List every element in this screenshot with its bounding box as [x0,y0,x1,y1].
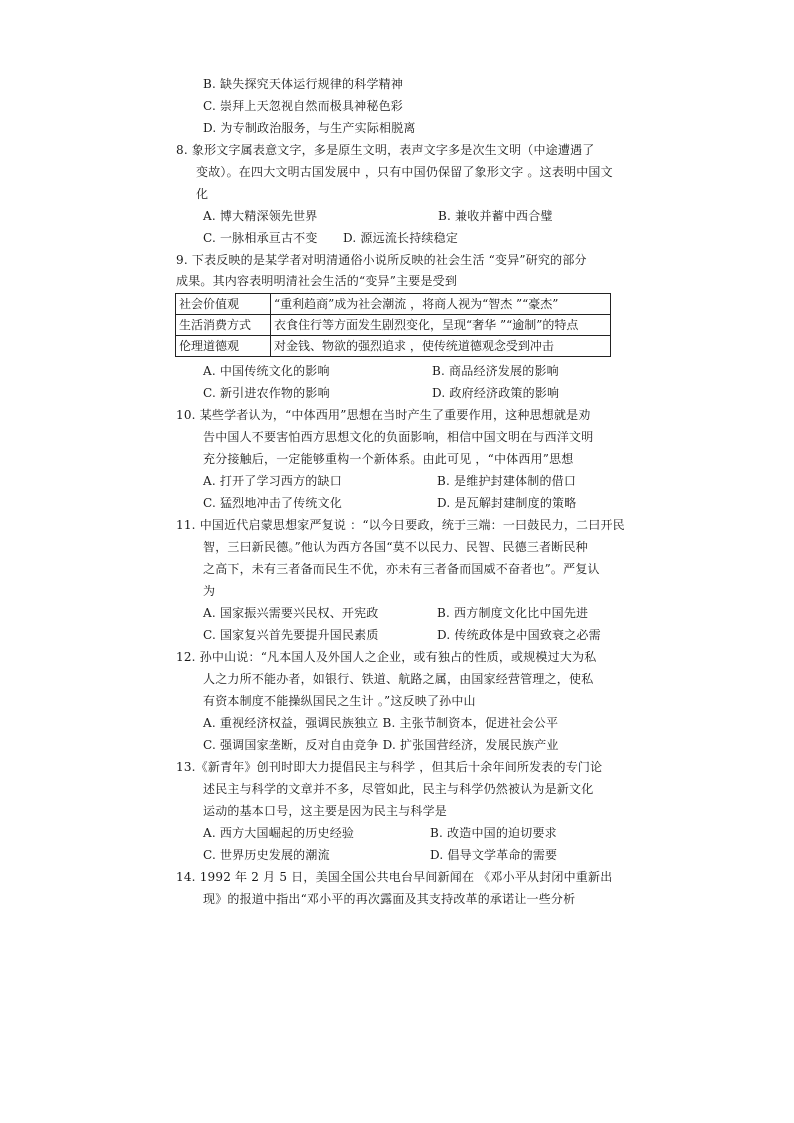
q11-stem-line1: 11. 中国近代启蒙思想家严复说 ：“以今日要政，统于三端：一曰鼓民力，二曰开民 [176,518,625,532]
q7-option-d: D. 为专制政治服务，与生产实际相脱离 [203,121,416,135]
q12-stem-line1: 12. 孙中山说：“凡本国人及外国人之企业，或有独占的性质，或规模过大为私 [176,650,597,664]
q14-stem-line1: 14. 1992 年 2 月 5 日，美国全国公共电台早间新闻在 《邓小平从封闭中重新出 [176,870,613,884]
q7-option-b: B. 缺失探究天体运行规律的科学精神 [203,77,404,91]
q8-option-b: B. 兼收并蓄中西合璧 [438,209,553,223]
q8-stem-line2: 变故）。在四大文明古国发展中 ，只有中国仍保留了象形文字 。这表明中国文 [196,165,613,179]
q7-option-c: C. 崇拜上天忽视自然而极具神秘色彩 [203,99,403,113]
q9-stem-line2: 成果。其内容表明明清社会生活的“变异”主要是受到 [176,274,458,288]
table-cell-key: 伦理道德观 [176,336,271,357]
q13-stem-line3: 运动的基本口号，这主要是因为民主与科学是 [203,804,448,818]
q8-option-d: D. 源远流长持续稳定 [343,231,459,245]
q11-option-d: D. 传统政体是中国致衰之必需 [437,628,601,642]
q11-option-c: C. 国家复兴首先要提升国民素质 [203,628,379,642]
q9-option-a: A. 中国传统文化的影响 [203,364,330,378]
q10-option-c: C. 猛烈地冲击了传统文化 [203,496,342,510]
q13-stem-line1: 13.《新青年》创刊时即大力提倡民主与科学 ，但其后十余年间所发表的专门论 [176,760,603,774]
q8-option-c: C. 一脉相承亘古不变 [203,231,318,245]
table-row [176,315,611,336]
q9-option-d: D. 政府经济政策的影响 [432,386,560,400]
q11-stem-line4: 为 [203,584,216,598]
q11-option-a: A. 国家振兴需要兴民权、开宪政 [203,606,379,620]
q10-option-d: D. 是瓦解封建制度的策略 [437,496,577,510]
q12-stem-line3: 有资本制度不能操纵国民之生计 。”这反映了孙中山 [203,694,476,708]
table-cell-key: 生活消费方式 [176,315,271,336]
table-cell-value: “重利趋商”成为社会潮流 ，将商人视为“智杰 ”“豪杰” [271,294,611,315]
q9-option-b: B. 商品经济发展的影响 [432,364,559,378]
table-row [176,336,611,357]
q10-stem-line3: 充分接触后，一定能够重构一个新体系。由此可见 ，“中体西用”思想 [203,452,574,466]
q13-option-c: C. 世界历史发展的潮流 [203,848,330,862]
q12-options-ab: A. 重视经济权益，强调民族独立 B. 主张节制资本，促进社会公平 [203,716,559,730]
q10-option-a: A. 打开了学习西方的缺口 [203,474,342,488]
q12-stem-line2: 人之力所不能办者，如银行、铁道、航路之属，由国家经营管理之，使私 [203,672,594,686]
q9-option-c: C. 新引进农作物的影响 [203,386,330,400]
q13-option-d: D. 倡导文学革命的需要 [430,848,558,862]
q9-stem-line1: 9. 下表反映的是某学者对明清通俗小说所反映的社会生活 “变异”研究的部分 [176,253,587,267]
q10-stem-line2: 告中国人不要害怕西方思想文化的负面影响，相信中国文明在与西洋文明 [203,430,594,444]
table-cell-value: 衣食住行等方面发生剧烈变化，呈现“奢华 ”“逾制”的特点 [271,315,611,336]
q11-stem-line2: 智，三曰新民德。”他认为西方各国“莫不以民力、民智、民德三者断民种 [203,540,588,554]
q8-stem-line3: 化 [196,187,209,201]
q11-stem-line3: 之高下，未有三者备而民生不优，亦未有三者备而国威不奋者也”。严复认 [203,562,600,576]
q8-stem-line1: 8. 象形文字属表意文字，多是原生文明，表声文字多是次生文明（中途遭遇了 [176,143,595,157]
q10-stem-line1: 10. 某些学者认为，“中体西用”思想在当时产生了重要作用，这种思想就是劝 [176,408,591,422]
q9-table [175,293,611,357]
q12-options-cd: C. 强调国家垄断，反对自由竞争 D. 扩张国营经济，发展民族产业 [203,738,559,752]
q14-stem-line2: 现》的报道中指出“邓小平的再次露面及其支持改革的承诺让一些分析 [203,892,576,906]
table-cell-key: 社会价值观 [176,294,271,315]
q13-option-b: B. 改造中国的迫切要求 [430,826,557,840]
q11-option-b: B. 西方制度文化比中国先进 [437,606,589,620]
table-cell-value: 对金钱、物欲的强烈追求 ，使传统道德观念受到冲击 [271,336,611,357]
q13-stem-line2: 述民主与科学的文章并不多，尽管如此，民主与科学仍然被认为是新文化 [203,782,594,796]
q8-option-a: A. 博大精深领先世界 [203,209,318,223]
q10-option-b: B. 是维护封建体制的借口 [437,474,577,488]
q13-option-a: A. 西方大国崛起的历史经验 [203,826,355,840]
table-row [176,294,611,315]
